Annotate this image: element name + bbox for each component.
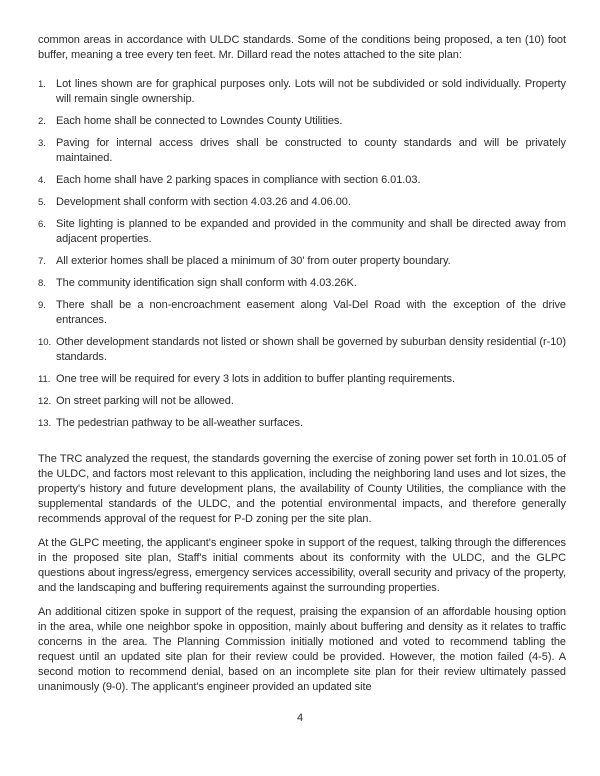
list-item-text: There shall be a non-encroachment easement along Val-Del Road with the exception of the drive entrances. (56, 299, 566, 326)
list-item-text: Paving for internal access drives shall be constructed to county standards and will be privately maintained. (56, 137, 566, 164)
list-item (38, 335, 566, 365)
list-item-text: Each home shall have 2 parking spaces in compliance with section 6.01.03. (56, 174, 421, 186)
list-item-text: Each home shall be connected to Lowndes County Utilities. (56, 115, 343, 127)
list-item-text: Site lighting is planned to be expanded and provided in the community and shall be directed away from adjacent properties. (56, 218, 566, 245)
list-item-number: 5. (38, 197, 46, 208)
list-item (38, 298, 566, 328)
list-item (38, 416, 566, 431)
list-item-number: 12. (38, 396, 52, 407)
list-item (38, 77, 566, 107)
list-item-text: Other development standards not listed or shown shall be governed by suburban density residential (r-10) standards. (56, 336, 566, 363)
list-item-number: 11. (38, 374, 51, 385)
list-item-text: On street parking will not be allowed. (56, 395, 234, 407)
list-item (38, 195, 566, 210)
list-item (38, 276, 566, 291)
list-item-number: 8. (38, 278, 46, 289)
trc-recommendation-paragraph: The TRC analyzed the request, the standards governing the exercise of zoning power set forth in 10.01.05 of the ULDC, and factors most relevant to this application, including the neighboring land uses and lot sizes, the property's history and future development plans, the availability of County Utilities, the compliance with the supplemental standards of the ULDC, and the potential environmental impacts, and therefore generally recommends approval of the request for P-D zoning per the site plan. (38, 453, 566, 525)
list-item-number: 13. (38, 418, 52, 429)
list-item-number: 7. (38, 256, 46, 267)
list-item-number: 6. (38, 219, 46, 230)
list-item-number: 10. (38, 337, 52, 348)
list-item (38, 217, 566, 247)
list-item-number: 1. (38, 79, 46, 90)
list-item-number: 2. (38, 116, 46, 127)
citizen-comment-paragraph: An additional citizen spoke in support of the request, praising the expansion of an affordable housing option in the area, while one neighbor spoke in opposition, mainly about buffering and density as it relates to traffic concerns in the area. The Planning Commission initially motioned and voted to recommend tabling the request until an updated site plan for their review could be provided. However, the motion failed (4-5). A second motion to recommend denial, based on an incomplete site plan for their review ultimately passed unanimously (9-0). The applicant's engineer provided an updated site (38, 606, 566, 693)
list-item (38, 136, 566, 166)
list-item (38, 372, 566, 387)
intro-paragraph: common areas in accordance with ULDC standards. Some of the conditions being proposed, a ten (10) foot buffer, meaning a tree every ten feet. Mr. Dillard read the notes attached to the site plan: (38, 34, 566, 61)
list-item-text: The pedestrian pathway to be all-weather surfaces. (56, 417, 303, 429)
list-item (38, 254, 566, 269)
list-item-text: Development shall conform with section 4.03.26 and 4.06.00. (56, 196, 351, 208)
list-item-number: 9. (38, 300, 46, 311)
list-item (38, 173, 566, 188)
list-item-text: One tree will be required for every 3 lots in addition to buffer planting requirements. (56, 373, 456, 385)
page-number: 4 (296, 712, 304, 724)
list-item-text: The community identification sign shall conform with 4.03.26K. (56, 277, 357, 289)
list-item (38, 394, 566, 409)
site-plan-notes-list (38, 77, 566, 431)
list-item-number: 3. (38, 138, 46, 149)
glpc-meeting-paragraph: At the GLPC meeting, the applicant's engineer spoke in support of the request, talking through the differences in the proposed site plan, Staff's initial comments about its conformity with the ULDC, and the GLPC questions about ingress/egress, emergency services accessibility, overall security and privacy of the property, and the landscaping and buffering requirements against the surrounding properties. (38, 537, 566, 594)
list-item-text: All exterior homes shall be placed a minimum of 30' from outer property boundary. (56, 255, 451, 267)
list-item-number: 4. (38, 175, 46, 186)
list-item-text: Lot lines shown are for graphical purposes only. Lots will not be subdivided or sold individually. Property will remain single ownership. (56, 78, 566, 105)
list-item (38, 114, 566, 129)
